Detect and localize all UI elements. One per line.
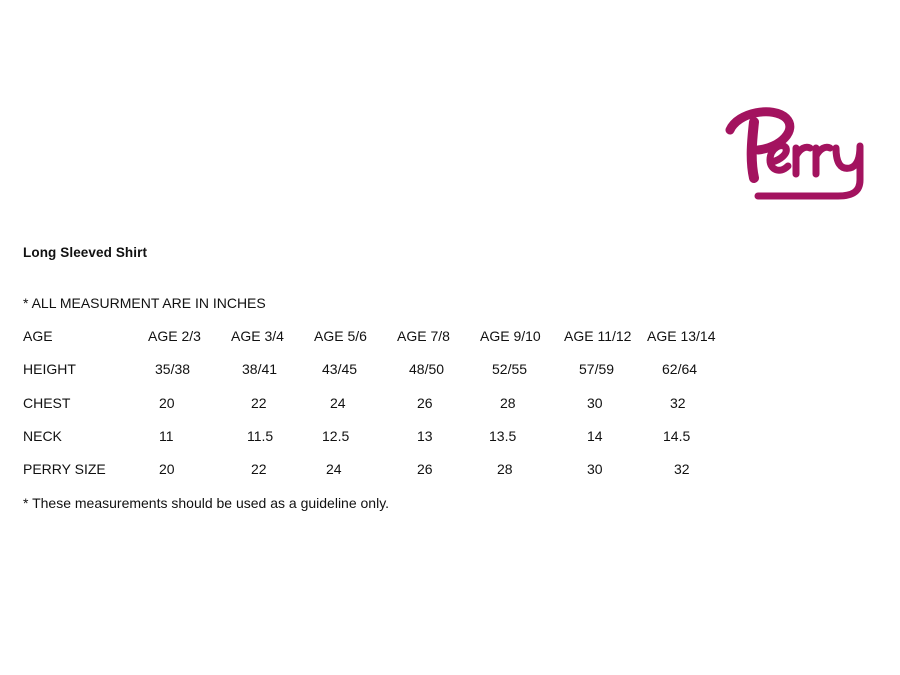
row-label-age: AGE <box>23 328 53 344</box>
table-cell: 14.5 <box>663 428 691 444</box>
table-cell: 38/41 <box>242 361 278 377</box>
table-cell: AGE 3/4 <box>231 328 284 344</box>
table-cell: 28 <box>500 395 516 411</box>
table-cell: 13.5 <box>489 428 517 444</box>
table-cell: 12.5 <box>322 428 350 444</box>
table-cell: AGE 5/6 <box>314 328 367 344</box>
table-cell: 14 <box>587 428 603 444</box>
product-title: Long Sleeved Shirt <box>23 245 148 260</box>
table-cell: 24 <box>330 395 346 411</box>
table-cell: 32 <box>674 461 690 477</box>
table-cell: 20 <box>159 395 175 411</box>
table-cell: 11 <box>159 428 174 444</box>
table-cell: 30 <box>587 461 603 477</box>
table-cell: AGE 9/10 <box>480 328 541 344</box>
table-cell: AGE 2/3 <box>148 328 201 344</box>
table-cell: 24 <box>326 461 342 477</box>
row-label-chest: CHEST <box>23 395 71 411</box>
table-cell: 35/38 <box>155 361 191 377</box>
measurement-units-note: * ALL MEASURMENT ARE IN INCHES <box>23 295 266 311</box>
table-cell: 52/55 <box>492 361 528 377</box>
table-cell: 43/45 <box>322 361 358 377</box>
row-label-neck: NECK <box>23 428 62 444</box>
perry-logo <box>718 100 883 202</box>
table-cell: 26 <box>417 395 433 411</box>
row-label-height: HEIGHT <box>23 361 76 377</box>
table-cell: 22 <box>251 395 267 411</box>
row-label-perry-size: PERRY SIZE <box>23 461 106 477</box>
table-cell: 28 <box>497 461 513 477</box>
table-cell: 32 <box>670 395 686 411</box>
table-cell: 11.5 <box>247 428 274 444</box>
table-cell: 30 <box>587 395 603 411</box>
table-cell: 48/50 <box>409 361 445 377</box>
guideline-note: * These measurements should be used as a guideline only. <box>23 495 390 511</box>
table-cell: 57/59 <box>579 361 615 377</box>
table-cell: 20 <box>159 461 175 477</box>
table-cell: 26 <box>417 461 433 477</box>
table-cell: AGE 13/14 <box>647 328 716 344</box>
table-cell: 13 <box>417 428 433 444</box>
table-cell: AGE 11/12 <box>564 328 632 344</box>
table-cell: 62/64 <box>662 361 698 377</box>
table-cell: AGE 7/8 <box>397 328 450 344</box>
table-cell: 22 <box>251 461 267 477</box>
